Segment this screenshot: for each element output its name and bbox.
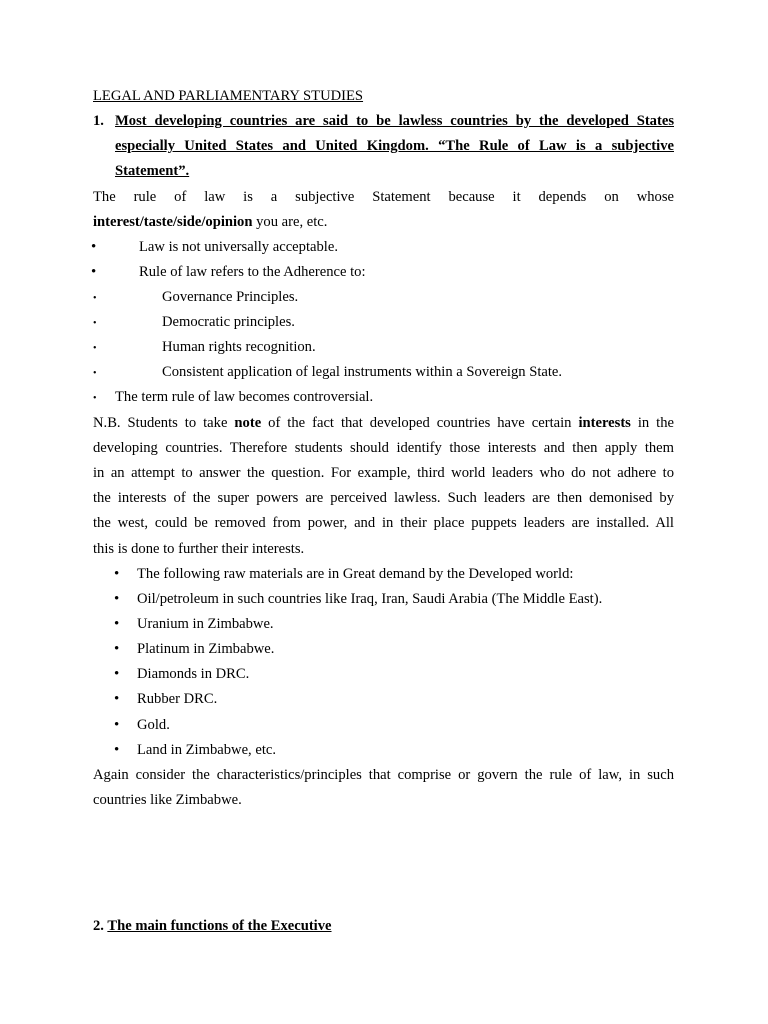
bullet-item: Platinum in Zimbabwe. (137, 641, 275, 657)
nb-paragraph-line-3: in an attempt to answer the question. For example, third world leaders who do not adhere to (93, 465, 674, 481)
paragraph-1-rest: you are, etc. (252, 214, 328, 230)
question-1-line-3: Statement”. (115, 163, 190, 179)
nb-paragraph-line-6: this is done to further their interests. (93, 541, 305, 557)
nb-text: of the fact that developed countries have certain (261, 415, 579, 431)
bullet-item: Consistent application of legal instruments within a Sovereign State. (162, 364, 563, 380)
bullet-item: Rubber DRC. (137, 691, 218, 707)
bullet-icon: • (114, 641, 120, 657)
bullet-icon: • (91, 239, 97, 255)
bullet-icon: • (93, 393, 97, 404)
bullet-item: Gold. (137, 717, 170, 733)
nb-paragraph-line-2: developing countries. Therefore students should identify those interests and then apply them (93, 440, 674, 456)
nb-paragraph-line-5: the west, could be removed from power, and in their place puppets leaders are installed. All (93, 515, 674, 531)
nb-bold-note: note (234, 415, 262, 431)
bullet-icon: • (114, 566, 120, 582)
bullet-item: Uranium in Zimbabwe. (137, 616, 274, 632)
bullet-icon: • (114, 717, 120, 733)
bullet-item: Governance Principles. (162, 289, 299, 305)
paragraph-1-line-1: The rule of law is a subjective Statement because it depends on whose (93, 189, 674, 205)
bullet-item: The term rule of law becomes controversial. (115, 389, 374, 405)
bullet-icon: • (114, 616, 120, 632)
question-2-title: The main functions of the Executive (107, 918, 332, 934)
bullet-item: Diamonds in DRC. (137, 666, 250, 682)
bullet-item: Democratic principles. (162, 314, 295, 330)
nb-bold-interests: interests (578, 415, 631, 431)
question-1-number: 1. (93, 113, 104, 129)
paragraph-1-line-2 (93, 210, 674, 235)
bullet-icon: • (114, 666, 120, 682)
nb-text: N.B. Students to take (93, 415, 235, 431)
again-paragraph-line-2: countries like Zimbabwe. (93, 792, 242, 808)
paragraph-1-bold: interest/taste/side/opinion (93, 214, 253, 230)
bullet-icon: • (114, 591, 120, 607)
bullet-item: The following raw materials are in Great demand by the Developed world: (137, 566, 574, 582)
bullet-icon: • (91, 264, 97, 280)
question-2-number: 2. (93, 918, 104, 934)
bullet-icon: • (114, 691, 120, 707)
bullet-item: Oil/petroleum in such countries like Iraq, Iran, Saudi Arabia (The Middle East). (137, 591, 603, 607)
bullet-icon: • (93, 343, 97, 354)
question-1-line-1: Most developing countries are said to be lawless countries by the developed States (115, 113, 674, 129)
bullet-icon: • (114, 742, 120, 758)
bullet-item: Law is not universally acceptable. (139, 239, 338, 255)
nb-text: in the (630, 415, 674, 431)
bullet-item: Rule of law refers to the Adherence to: (139, 264, 366, 280)
bullet-icon: • (93, 318, 97, 329)
nb-paragraph-line-1 (93, 411, 674, 436)
again-paragraph-line-1: Again consider the characteristics/principles that comprise or govern the rule of law, in such (93, 767, 674, 783)
question-2-heading (93, 914, 674, 939)
bullet-item: Land in Zimbabwe, etc. (137, 742, 276, 758)
nb-paragraph-line-4: the interests of the super powers are perceived lawless. Such leaders are then demonised by (93, 490, 674, 506)
document-title: LEGAL AND PARLIAMENTARY STUDIES (93, 88, 364, 104)
bullet-icon: • (93, 293, 97, 304)
question-1-line-2: especially United States and United Kingdom. “The Rule of Law is a subjective (115, 138, 674, 154)
bullet-item: Human rights recognition. (162, 339, 316, 355)
bullet-icon: • (93, 368, 97, 379)
